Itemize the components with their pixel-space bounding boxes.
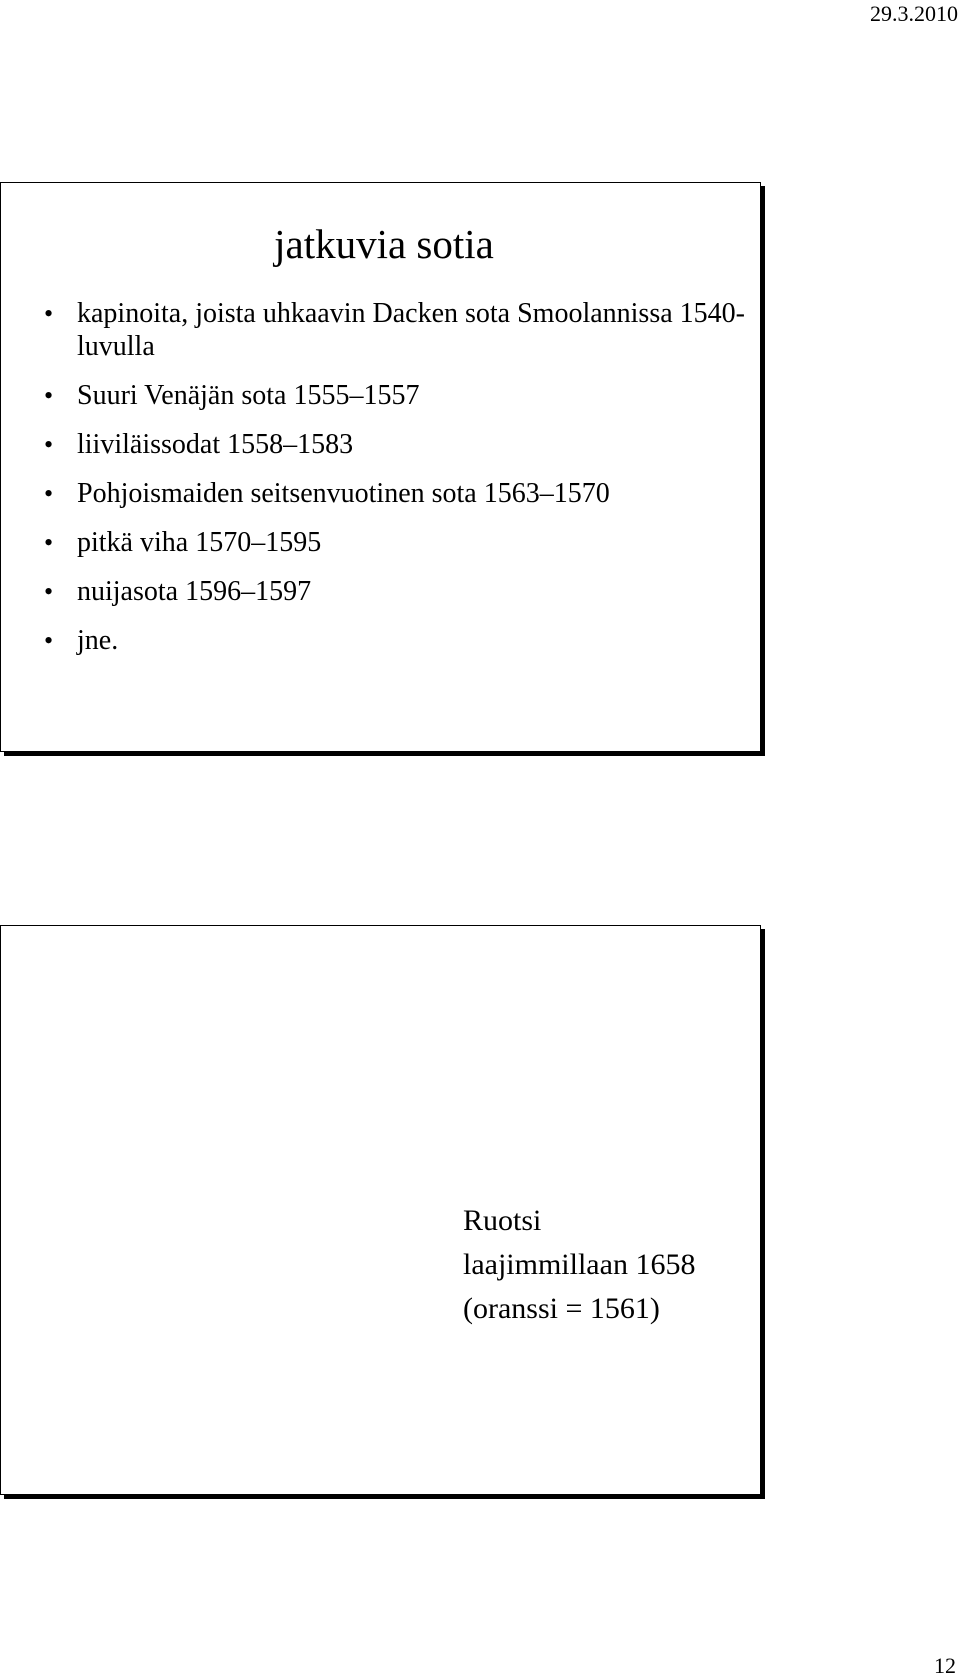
- bullet-icon: •: [44, 577, 54, 606]
- bullet-text: liiviläissodat 1558–1583: [77, 429, 354, 460]
- list-item: [1, 297, 751, 363]
- list-item: [1, 575, 751, 608]
- bullet-text: nuijasota 1596–1597: [77, 576, 312, 607]
- bullet-text: jne.: [77, 625, 119, 656]
- slide-1: [0, 182, 761, 752]
- bullet-icon: •: [44, 479, 54, 508]
- list-item: [1, 428, 751, 461]
- map-caption: [463, 1199, 695, 1331]
- bullet-text: Suuri Venäjän sota 1555–1557: [77, 380, 420, 411]
- bullet-icon: •: [44, 528, 54, 557]
- caption-line: Ruotsi: [463, 1204, 542, 1237]
- bullet-icon: •: [44, 299, 54, 328]
- bullet-icon: •: [44, 381, 54, 410]
- bullet-icon: •: [44, 430, 54, 459]
- list-item: [1, 477, 751, 510]
- bullet-text: pitkä viha 1570–1595: [77, 527, 322, 558]
- page-number: 12: [934, 1653, 956, 1678]
- list-item: [1, 624, 751, 657]
- list-item: [1, 379, 751, 412]
- slide-2: [0, 925, 761, 1495]
- bullet-text: kapinoita, joista uhkaavin Dacken sota Smoolannissa 1540-luvulla: [77, 298, 745, 362]
- slide-title: jatkuvia sotia: [274, 221, 494, 267]
- bullet-list: [1, 297, 751, 673]
- bullet-icon: •: [44, 626, 54, 655]
- bullet-text: Pohjoismaiden seitsenvuotinen sota 1563–1570: [77, 478, 610, 509]
- caption-line: laajimmillaan 1658: [463, 1248, 696, 1281]
- header-date: 29.3.2010: [870, 1, 958, 26]
- list-item: [1, 526, 751, 559]
- caption-line: (oranssi = 1561): [463, 1292, 660, 1325]
